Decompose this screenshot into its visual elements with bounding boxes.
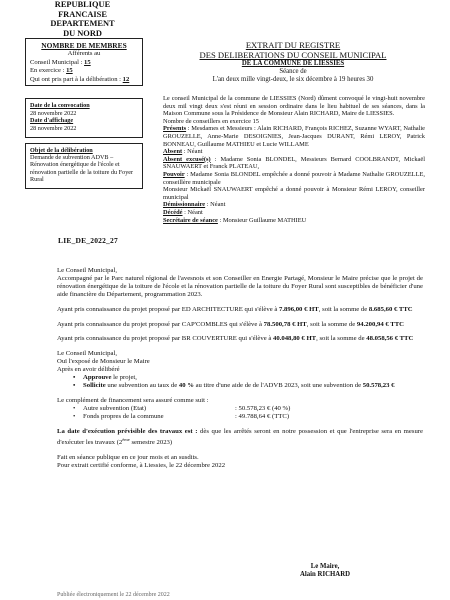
financing-title: Le complément de financement sera assuré comme suit : (57, 396, 209, 404)
secretaire-line: Secrétaire de séance : Monsieur Guillaume MATHIEU (163, 216, 307, 224)
closing-line-2: Pour extrait certifié conforme, à Liessies, le 22 décembre 2022 (57, 461, 226, 469)
council-line: Le Conseil Municipal, (57, 350, 117, 358)
quote-capcombles: Ayant pris connaissance du projet proposé par CAP'COMBLES qui s'élève à 78.500,78 € HT, soit la somme de 94.200,94 € TTC (57, 320, 404, 328)
object-text: Demande de subvention ADVB – Rénovation énergétique de l'école et rénovation partielle de la toiture du Foyer Rural (30, 154, 134, 183)
convocation-label: Date de la convocation (30, 102, 90, 109)
object-box (25, 143, 143, 189)
closing-line-1: Fait en séance publique en ce jour mois et an susdits. (57, 453, 199, 461)
members-title: NOMBRE DE MEMBRES (41, 41, 127, 50)
excuses-line: Absent excusé(s) : Madame Sonia BLONDEL, Messieurs Bernard COOLBRANDT, Mickaël SNAUWAERT et Franck PLATEAU, (163, 155, 425, 171)
dates-box (25, 98, 143, 138)
title-line-3: DE LA COMMUNE DE LIESSIES (241, 60, 345, 67)
members-box (25, 38, 143, 86)
session-details (163, 95, 425, 224)
header-line-1: REPUBLIQUE FRANCAISE (54, 0, 111, 19)
financing-row-own: • Fonds propres de la commune : 49.788,64 € (TTC) (73, 412, 290, 420)
quote-br-couverture: Ayant pris connaissance du projet proposé par BR COUVERTURE qui s'élève à 40.048,80 € HT, soit la somme de 48.058,56 € TTC (57, 335, 414, 343)
deliberation-line: Après en avoir délibéré (57, 366, 120, 374)
signature-name: Alain RICHARD (299, 571, 351, 578)
signature-title: Le Maire, (310, 563, 340, 570)
decede-line: Décédé : Néant (163, 208, 203, 216)
decision-approve: • Approuve le projet, (73, 374, 137, 382)
context-paragraph: Accompagné par le Parc naturel régional de l'avesnois et son Conseiller en Energie Partagé, Monsieur le Maire précise que le projet de rénovation énergétique de la toiture de l'école et la rénovation partielle de la toiture du Foyer Rural sont susceptibles de bénéficier d'une aide financière du Département, programmation 2023. (57, 274, 423, 298)
conseil-value: 15 (84, 58, 91, 66)
pouvoir-line-2: Monsieur Mickaël SNAUWAERT empêché a donné pouvoir à Monsieur Rémi LEROY, conseiller municipal (163, 186, 425, 201)
pouvoir-line: Pouvoir : Madame Sonia BLONDEL empêchée a donné pouvoir à Madame Nathalie GROUZELLE, conseillère municipale (163, 170, 425, 186)
absent-line: Absent : Néant (163, 148, 203, 156)
deliberation-reference: LIE_DE_2022_27 (58, 236, 118, 245)
object-label: Objet de la délibération (30, 147, 93, 154)
exercice-value: 15 (66, 67, 73, 75)
council-intro: Le Conseil Municipal, (57, 267, 117, 274)
title-line-1: EXTRAIT DU REGISTRE (245, 40, 341, 50)
member-count: Nombre de conseillers en exercice 15 (163, 117, 259, 125)
afferent-label: Afférents au (67, 50, 101, 58)
conseil-row: Conseil Municipal : 15 (30, 58, 91, 66)
mayor-signature (270, 563, 380, 579)
title-line-4: Séance de (279, 68, 307, 75)
title-line-5: L'an deux mille vingt-deux, le six décembre à 19 heures 30 (212, 76, 374, 83)
republic-header (30, 0, 135, 38)
decision-solicit: • Sollicite une subvention au taux de 40 % au titre d'une aide de de l'ADVB 2023, soit une subvention de 50.578,23 € (73, 381, 395, 389)
publication-footer: Publiée électroniquement le 22 décembre 2022 (57, 592, 170, 598)
affichage-label: Date d'affichage (30, 117, 74, 125)
document-title (163, 40, 423, 84)
deliberation-body (57, 267, 423, 469)
convocation-value: 28 novembre 2022 (30, 109, 77, 117)
financing-row-state: • Autre subvention (Etat) : 50.578,23 € (40 %) (73, 404, 291, 412)
quote-ed-architecture: Ayant pris connaissance du projet proposé par ED ARCHITECTURE qui s'élève à 7.896,00 € HT, soit la somme de 8.685,60 € TTC (57, 305, 413, 313)
title-line-2: DES DELIBERATIONS DU CONSEIL MUNICIPAL (199, 50, 387, 60)
exercice-row: En exercice : 15 (30, 67, 73, 75)
header-line-2: DEPARTEMENT (50, 19, 115, 28)
affichage-value: 28 novembre 2022 (30, 124, 77, 132)
execution-date: La date d'exécution prévisible des travaux est : dès que les arrêtés seront en notre possession et que l'entreprise sera en mesure d'exécuter les travaux (2ème semestre 2023) (57, 427, 423, 446)
intro-text: Le conseil Municipal de la commune de LIESSIES (Nord) dûment convoqué le vingt-huit novembre deux mil vingt deux s'est réuni en session ordinaire dans le lieu habituel de ses séances, dans la Maison Commune sous la Présidence de Monsieur Alain RICHARD, Maire de LIESSIES. (163, 95, 425, 118)
header-line-3: DU NORD (63, 28, 102, 38)
presents-line: Présents : Mesdames et Messieurs : Alain RICHARD, François RICHEZ, Suzanne WYART, Nathalie GROUZELLE, Anne-Marie DESOIGNIES, Jean-Jacques DURANT, Rémi LEROY, Patrick BONNEAU, Guillaume MATHIEU et Lucie WILLAME (163, 125, 425, 148)
vote-value: 12 (122, 75, 130, 83)
expose-line: Ouï l'exposé de Monsieur le Maire (57, 358, 150, 366)
demission-line: Démissionnaire : Néant (163, 201, 226, 209)
vote-row: Qui ont pris part à la délibération : 12 (30, 75, 130, 83)
